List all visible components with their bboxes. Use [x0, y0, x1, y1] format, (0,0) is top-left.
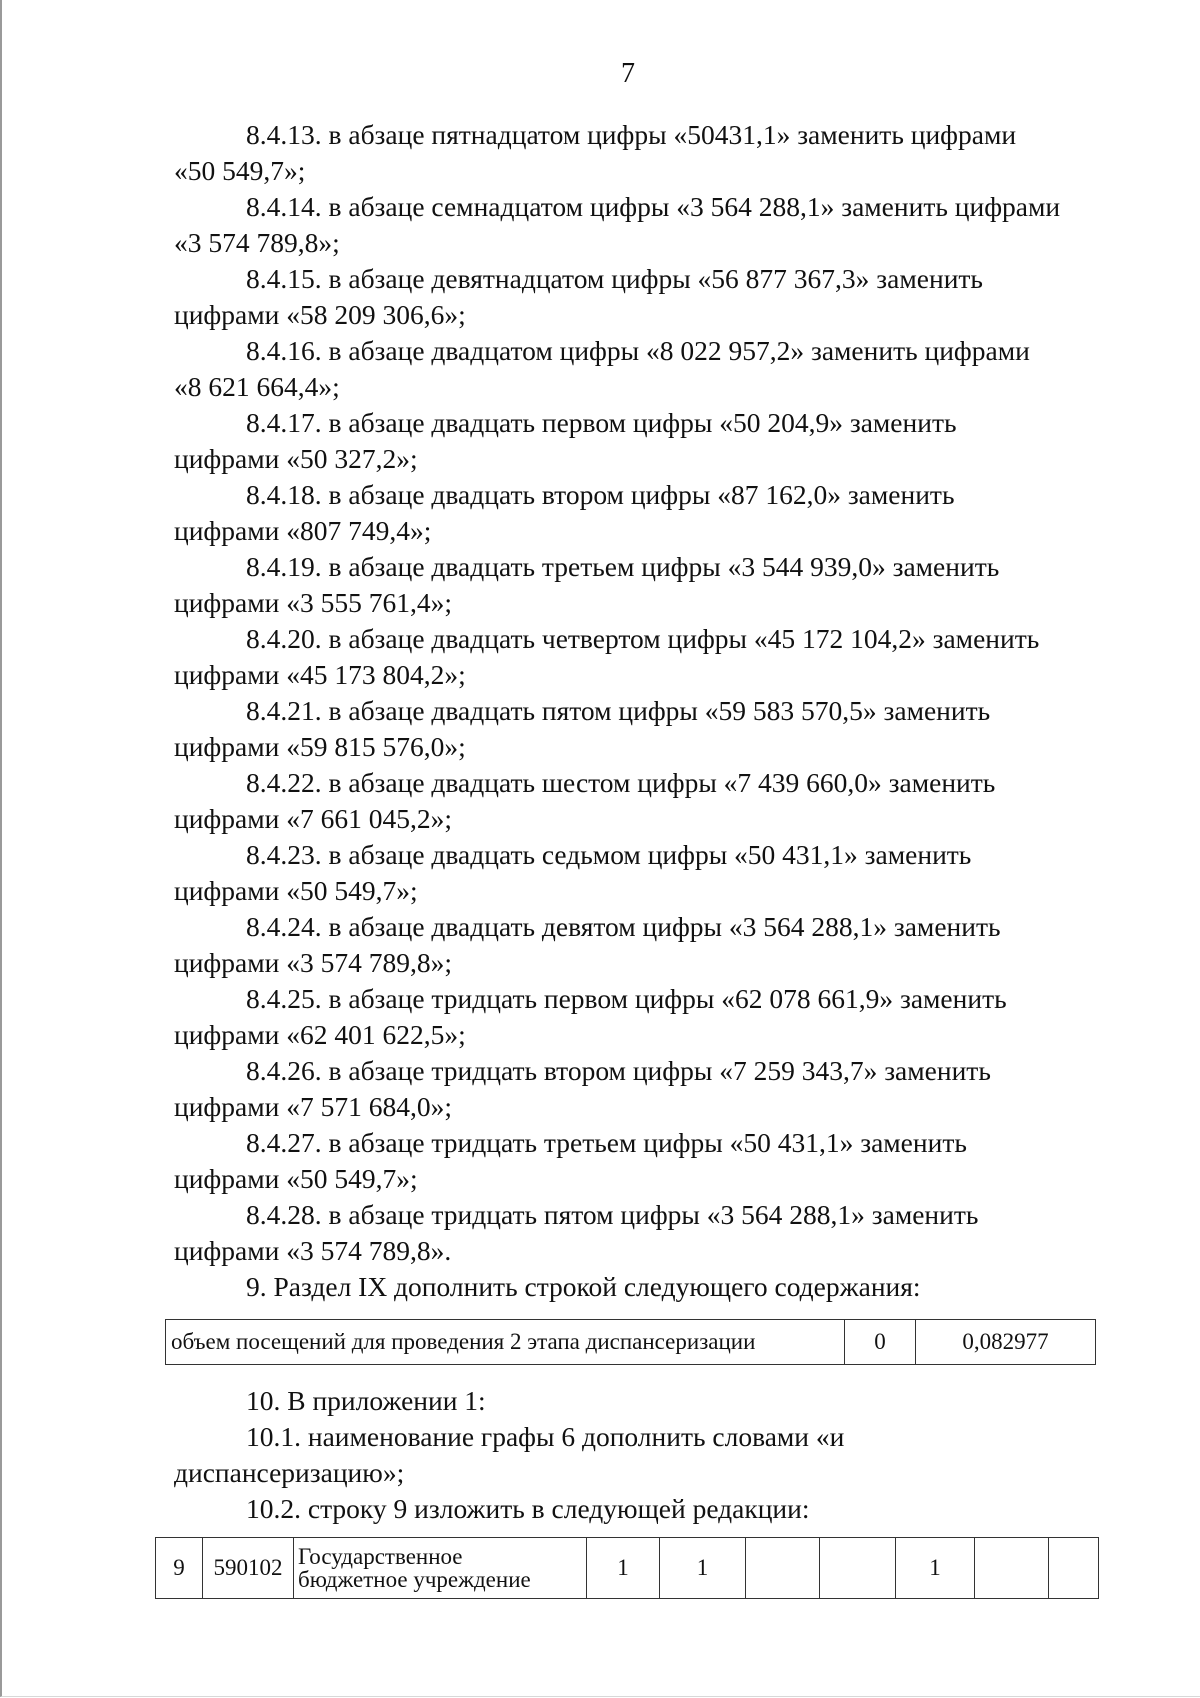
amendment-8-4-24 — [174, 909, 1080, 981]
amendment-8-4-13 — [174, 117, 1080, 189]
amendment-8-4-16 — [174, 333, 1080, 405]
amendment-text: цифрами «7 571 684,0»; — [174, 1091, 452, 1122]
section-9-heading: 9. Раздел IX дополнить строкой следующего содержания: — [246, 1271, 921, 1302]
section-10-heading: 10. В приложении 1: — [246, 1385, 486, 1416]
amendment-text: 8.4.20. в абзаце двадцать четвертом цифры «45 172 104,2» заменить — [246, 623, 1040, 654]
amendment-text: «8 621 664,4»; — [174, 371, 340, 402]
amendment-8-4-18 — [174, 477, 1080, 549]
amendment-text: цифрами «3 555 761,4»; — [174, 587, 452, 618]
amendment-8-4-28 — [174, 1197, 1080, 1269]
amendment-8-4-25 — [174, 981, 1080, 1053]
amendment-text: 8.4.16. в абзаце двадцатом цифры «8 022 957,2» заменить цифрами — [246, 335, 1030, 366]
table-row — [156, 1538, 1099, 1599]
amendment-8-4-14 — [174, 189, 1080, 261]
amendment-text: 8.4.21. в абзаце двадцать пятом цифры «59 583 570,5» заменить — [246, 695, 991, 726]
table-cell-name — [294, 1538, 587, 1599]
amendment-8-4-19 — [174, 549, 1080, 621]
section-10-2-text: 10.2. строку 9 изложить в следующей редакции: — [246, 1493, 810, 1524]
amendment-text: 8.4.23. в абзаце двадцать седьмом цифры «50 431,1» заменить — [246, 839, 972, 870]
amendment-text: 8.4.22. в абзаце двадцать шестом цифры «7 439 660,0» заменить — [246, 767, 996, 798]
amendment-text: 8.4.25. в абзаце тридцать первом цифры «62 078 661,9» заменить — [246, 983, 1007, 1014]
institution-name-line: бюджетное учреждение — [298, 1567, 531, 1592]
document-body — [171, 117, 1080, 1599]
amendment-text: цифрами «50 549,7»; — [174, 1163, 418, 1194]
amendment-text: «50 549,7»; — [174, 155, 306, 186]
section-9-table — [165, 1319, 1096, 1365]
amendment-8-4-22 — [174, 765, 1080, 837]
amendment-text: 8.4.15. в абзаце девятнадцатом цифры «56 877 367,3» заменить — [246, 263, 983, 294]
amendment-text: цифрами «62 401 622,5»; — [174, 1019, 466, 1050]
amendment-text: 8.4.26. в абзаце тридцать втором цифры «7 259 343,7» заменить — [246, 1055, 991, 1086]
amendment-8-4-27 — [174, 1125, 1080, 1197]
table-cell-code: 590102 — [203, 1538, 294, 1599]
table-cell — [975, 1538, 1049, 1599]
amendment-text: 8.4.19. в абзаце двадцать третьем цифры «3 544 939,0» заменить — [246, 551, 1000, 582]
table-cell — [746, 1538, 820, 1599]
amendment-text: цифрами «58 209 306,6»; — [174, 299, 466, 330]
table-cell-value: 0 — [845, 1320, 916, 1365]
table-row — [166, 1320, 1096, 1365]
amendment-text: цифрами «3 574 789,8». — [174, 1235, 452, 1266]
amendment-text: 8.4.24. в абзаце двадцать девятом цифры «3 564 288,1» заменить — [246, 911, 1001, 942]
amendment-text: 8.4.13. в абзаце пятнадцатом цифры «50431,1» заменить цифрами — [246, 119, 1017, 150]
amendment-text: 8.4.14. в абзаце семнадцатом цифры «3 564 288,1» заменить цифрами — [246, 191, 1061, 222]
amendment-text: цифрами «45 173 804,2»; — [174, 659, 466, 690]
table-cell — [820, 1538, 896, 1599]
amendment-8-4-17 — [174, 405, 1080, 477]
amendment-text: 8.4.18. в абзаце двадцать втором цифры «87 162,0» заменить — [246, 479, 955, 510]
amendment-text: «3 574 789,8»; — [174, 227, 340, 258]
amendment-text: цифрами «7 661 045,2»; — [174, 803, 452, 834]
table-cell: 1 — [587, 1538, 660, 1599]
amendment-8-4-15 — [174, 261, 1080, 333]
amendment-text: 8.4.27. в абзаце тридцать третьем цифры «50 431,1» заменить — [246, 1127, 967, 1158]
amendment-8-4-23 — [174, 837, 1080, 909]
amendment-text: цифрами «807 749,4»; — [174, 515, 432, 546]
page-number: 7 — [621, 58, 635, 89]
table-cell: 1 — [896, 1538, 975, 1599]
amendment-text: цифрами «50 327,2»; — [174, 443, 418, 474]
amendment-text: цифрами «59 815 576,0»; — [174, 731, 466, 762]
amendment-text: цифрами «3 574 789,8»; — [174, 947, 452, 978]
amendment-text: 8.4.28. в абзаце тридцать пятом цифры «3 564 288,1» заменить — [246, 1199, 979, 1230]
amendment-8-4-20 — [174, 621, 1080, 693]
amendment-8-4-21 — [174, 693, 1080, 765]
table-cell-row-number: 9 — [156, 1538, 203, 1599]
amendment-8-4-26 — [174, 1053, 1080, 1125]
section-10-1-text: 10.1. наименование графы 6 дополнить словами «и диспансеризацию»; — [174, 1421, 845, 1488]
table-cell-value: 0,082977 — [916, 1320, 1096, 1365]
table-cell: 1 — [660, 1538, 746, 1599]
amendment-text: 8.4.17. в абзаце двадцать первом цифры «50 204,9» заменить — [246, 407, 957, 438]
amendment-text: цифрами «50 549,7»; — [174, 875, 418, 906]
appendix-1-table — [155, 1537, 1099, 1599]
institution-name-line: Государственное — [298, 1544, 463, 1569]
table-cell-name: объем посещений для проведения 2 этапа диспансеризации — [166, 1320, 845, 1365]
table-cell — [1049, 1538, 1099, 1599]
